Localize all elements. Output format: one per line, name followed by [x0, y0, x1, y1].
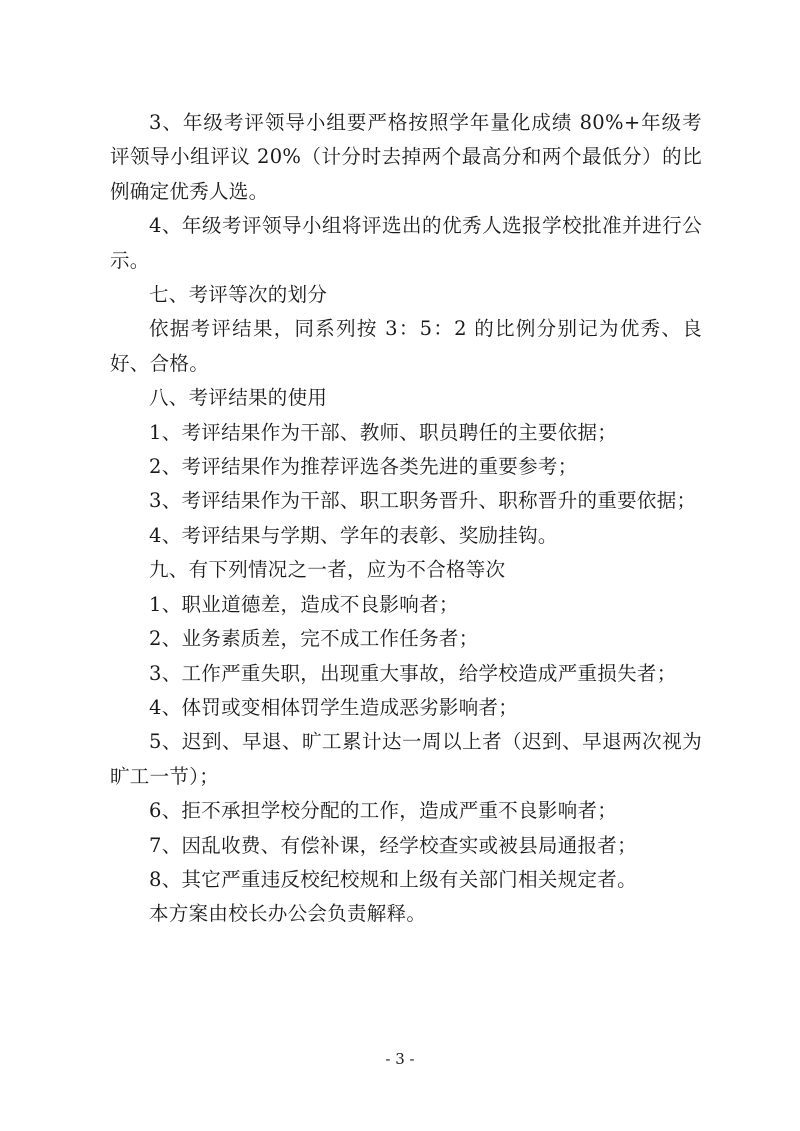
section-heading-9: 九、有下列情况之一者，应为不合格等次 [149, 558, 506, 582]
paragraph-rule-4: 4、年级考评领导小组将评选出的优秀人选报学校批准并进行公示。 [110, 214, 702, 272]
closing-statement: 本方案由校长办公会负责解释。 [149, 902, 427, 926]
list-item-fail-3: 3、工作严重失职，出现重大事故，给学校造成严重损失者； [149, 661, 677, 685]
list-item-fail-6: 6、拒不承担学校分配的工作，造成严重不良影响者； [149, 799, 618, 823]
list-item-usage-4: 4、考评结果与学期、学年的表彰、奖励挂钩。 [149, 523, 558, 547]
list-item-usage-2: 2、考评结果作为推荐评选各类先进的重要参考； [149, 455, 578, 479]
paragraph-rule-3: 3、年级考评领导小组要严格按照学年量化成绩 80%+年级考评领导小组评议 20%（计分时去掉两个最高分和两个最低分）的比例确定优秀人选。 [110, 111, 702, 203]
paragraph-grading-ratio: 依据考评结果，同系列按 3：5：2 的比例分别记为优秀、良好、合格。 [110, 317, 702, 375]
list-item-fail-1: 1、职业道德差，造成不良影响者； [149, 592, 459, 616]
list-item-fail-8: 8、其它严重违反校纪校规和上级有关部门相关规定者。 [149, 867, 637, 891]
list-item-fail-2: 2、业务素质差，完不成工作任务者； [149, 627, 479, 651]
list-item-usage-1: 1、考评结果作为干部、教师、职员聘任的主要依据； [149, 420, 618, 444]
section-heading-8: 八、考评结果的使用 [149, 386, 328, 410]
list-item-fail-5: 5、迟到、早退、旷工累计达一周以上者（迟到、早退两次视为旷工一节）； [110, 730, 702, 788]
page-number: - 3 - [385, 1050, 415, 1068]
section-heading-7: 七、考评等次的划分 [149, 283, 328, 307]
list-item-fail-7: 7、因乱收费、有偿补课，经学校查实或被县局通报者； [149, 833, 637, 857]
list-item-usage-3: 3、考评结果作为干部、职工职务晋升、职称晋升的重要依据； [149, 489, 697, 513]
document-body [110, 106, 702, 932]
list-item-fail-4: 4、体罚或变相体罚学生造成恶劣影响者； [149, 695, 519, 719]
